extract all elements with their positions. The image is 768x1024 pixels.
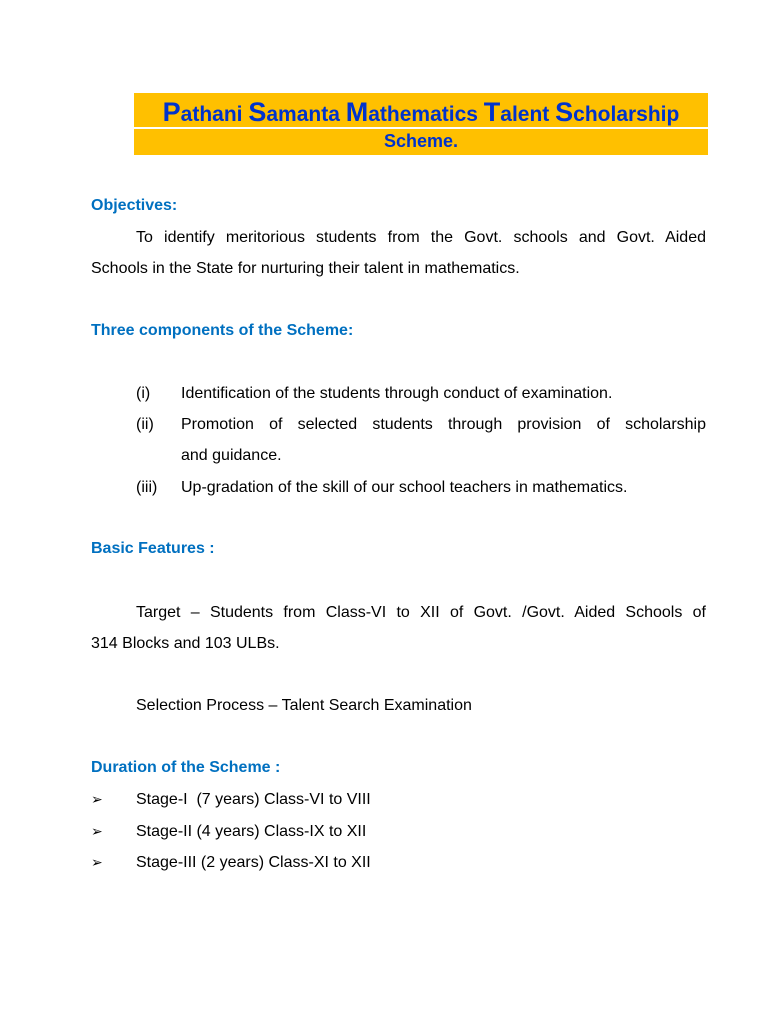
features-heading: Basic Features :: [91, 540, 215, 557]
list-item-number: (i): [136, 385, 151, 402]
objectives-text-line-2: Schools in the State for nurturing their talent in mathematics.: [91, 260, 520, 277]
duration-item: Stage-II (4 years) Class-IX to XII: [136, 823, 367, 840]
arrow-bullet-icon: ➢: [91, 791, 103, 807]
list-item-text: Identification of the students through conduct of examination.: [181, 385, 613, 402]
title-word: Samanta: [248, 97, 346, 127]
components-heading: Three components of the Scheme:: [91, 322, 354, 339]
features-target-line-2: 314 Blocks and 103 ULBs.: [91, 635, 280, 652]
list-item-text: Up-gradation of the skill of our school teachers in mathematics.: [181, 479, 628, 496]
objectives-heading: Objectives:: [91, 197, 178, 214]
features-selection: Selection Process – Talent Search Examination: [136, 697, 472, 714]
title-word: Pathani: [162, 97, 249, 127]
objectives-text-line-1: To identify meritorious students from the Govt. schools and Govt. Aided: [136, 229, 706, 246]
title-word: Mathematics: [345, 97, 484, 127]
title-line-2: Scheme.: [383, 131, 459, 151]
title-line-1: [134, 97, 708, 128]
list-item-text: Promotion of selected students through provision of scholarship: [181, 416, 706, 433]
duration-item: Stage-III (2 years) Class-XI to XII: [136, 854, 371, 871]
title-banner: [134, 93, 708, 155]
title-word: Talent: [483, 97, 556, 127]
title-word: Scholarship: [555, 97, 680, 127]
features-target-line-1: Target – Students from Class-VI to XII of Govt. /Govt. Aided Schools of: [136, 604, 706, 621]
arrow-bullet-icon: ➢: [91, 823, 103, 839]
duration-heading: Duration of the Scheme :: [91, 759, 281, 776]
list-item-number: (iii): [136, 479, 158, 496]
arrow-bullet-icon: ➢: [91, 854, 103, 870]
list-item-number: (ii): [136, 416, 154, 433]
title-divider: [134, 127, 708, 129]
list-item-text-continued: and guidance.: [181, 447, 282, 464]
duration-item: Stage-I (7 years) Class-VI to VIII: [136, 791, 371, 808]
